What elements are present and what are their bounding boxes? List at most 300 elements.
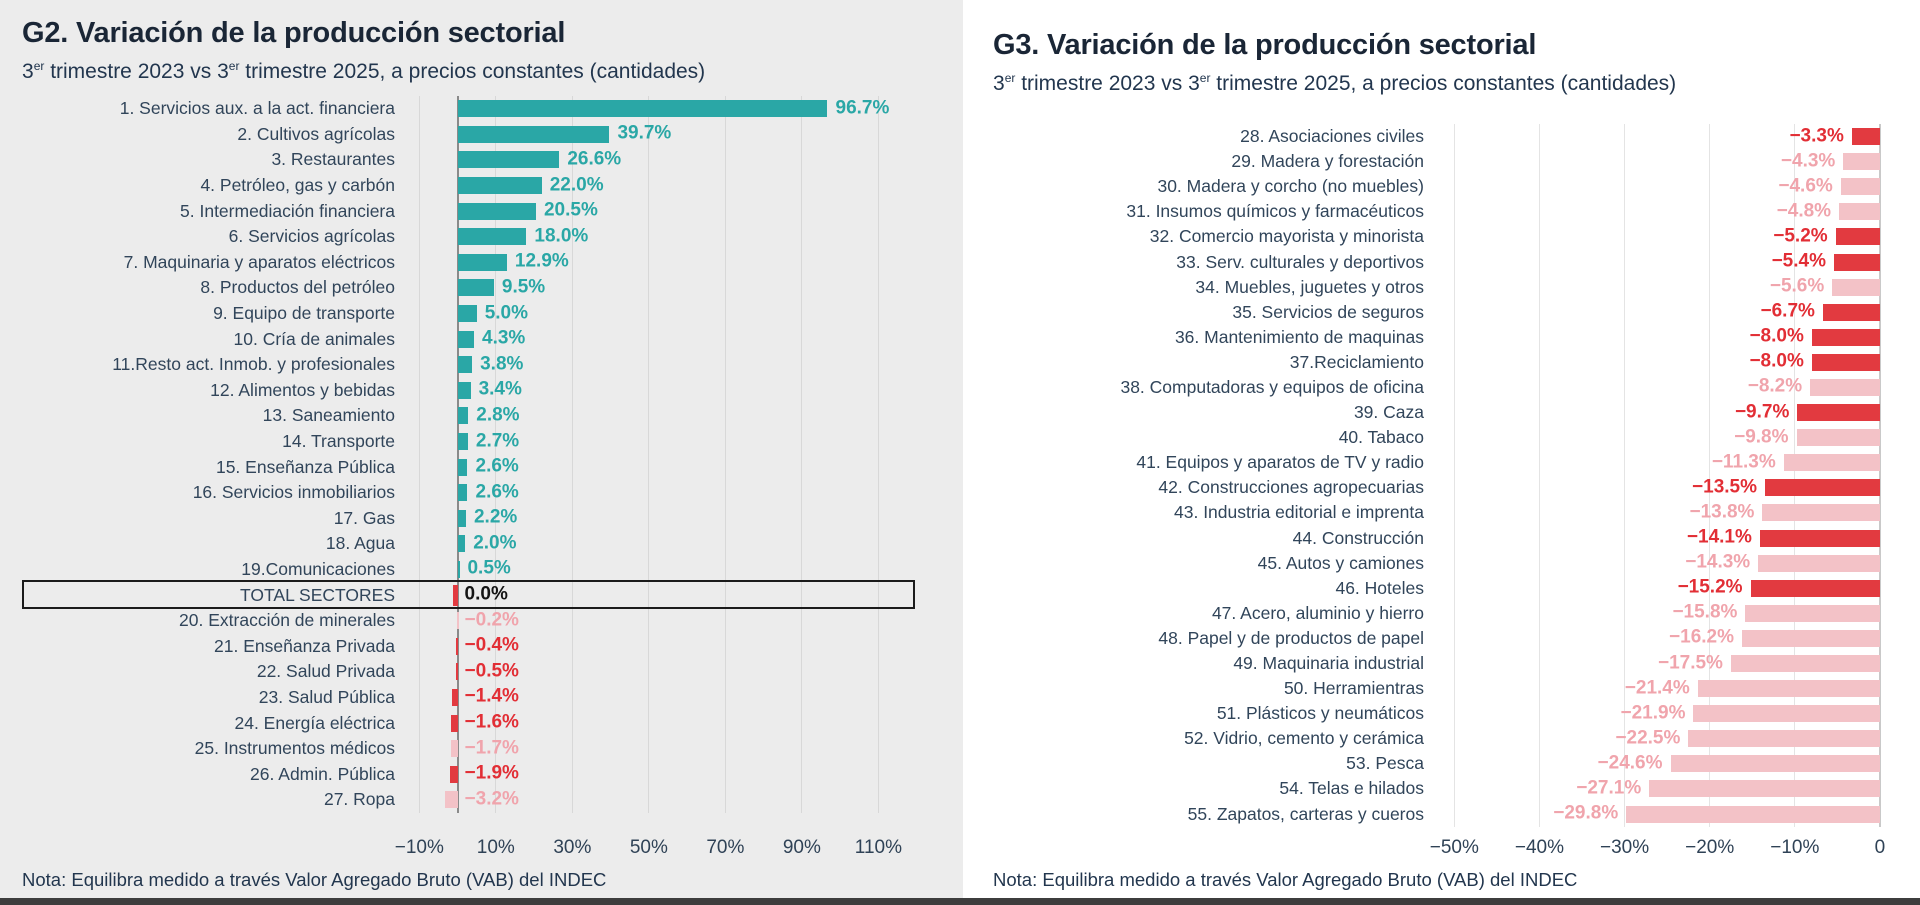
value-label: −14.3% <box>1685 551 1751 573</box>
bar-row <box>993 802 1920 827</box>
bar <box>1671 755 1880 772</box>
bar <box>1843 153 1880 170</box>
bar-row <box>993 526 1920 551</box>
bar <box>458 407 469 424</box>
category-label: 9. Equipo de transporte <box>213 303 395 324</box>
category-label: TOTAL SECTORES <box>240 584 395 605</box>
bar-plot <box>1433 676 1891 701</box>
bar-row <box>22 173 963 199</box>
bar <box>458 305 477 322</box>
bar-plot <box>1433 651 1891 676</box>
value-label: −8.2% <box>1747 375 1803 397</box>
bar-plot <box>404 250 909 276</box>
bar-row <box>993 676 1920 701</box>
value-label: −27.1% <box>1576 777 1642 799</box>
bar-plot <box>1433 300 1891 325</box>
bar-row <box>22 122 963 148</box>
bar-plot <box>1433 249 1891 274</box>
bar <box>458 331 474 348</box>
bar-plot <box>404 173 909 199</box>
bar-plot <box>1433 400 1891 425</box>
category-label: 13. Saneamiento <box>262 405 395 426</box>
category-label: 34. Muebles, juguetes y otros <box>1195 276 1424 297</box>
bar-row <box>993 576 1920 601</box>
bar <box>452 689 457 706</box>
category-label: 6. Servicios agrícolas <box>228 226 395 247</box>
axis-tick-label: −10% <box>394 836 444 858</box>
bar <box>458 561 460 578</box>
value-label: 2.8% <box>476 404 520 426</box>
value-label: −3.2% <box>464 788 519 810</box>
subtitle-segment: trimestre 2023 vs 3 <box>44 60 229 83</box>
axis-tick-label: 90% <box>782 836 821 858</box>
bar <box>1698 680 1880 697</box>
category-label: 38. Computadoras y equipos de oficina <box>1120 376 1424 397</box>
bar-row <box>22 147 963 173</box>
value-label: 18.0% <box>534 225 589 247</box>
bar <box>1834 254 1880 271</box>
value-label: −21.4% <box>1624 676 1690 698</box>
chart-g3 <box>993 124 1920 861</box>
subtitle-segment: er <box>33 59 45 73</box>
bar-row <box>22 659 963 685</box>
bar-rows <box>22 96 963 813</box>
value-label: −9.7% <box>1734 400 1790 422</box>
value-label: 2.6% <box>475 455 519 477</box>
bar-plot <box>404 224 909 250</box>
value-label: −29.8% <box>1553 802 1619 824</box>
bar <box>1823 304 1880 321</box>
category-label: 18. Agua <box>325 533 395 554</box>
value-label: 96.7% <box>835 97 890 119</box>
value-label: 5.0% <box>484 301 528 323</box>
category-label: 39. Caza <box>1353 402 1424 423</box>
bar <box>1836 228 1880 245</box>
bar-row <box>993 275 1920 300</box>
bar <box>1765 479 1880 496</box>
bar <box>1745 605 1880 622</box>
subtitle-segment: trimestre 2025, a precios constantes (cantidades) <box>239 60 706 83</box>
bar-row <box>993 601 1920 626</box>
value-label: 2.0% <box>473 532 517 554</box>
bar-row <box>993 500 1920 525</box>
bar <box>1693 705 1879 722</box>
value-label: 26.6% <box>567 148 622 170</box>
bar <box>458 484 468 501</box>
value-label: −22.5% <box>1615 727 1681 749</box>
bar <box>1742 630 1880 647</box>
value-label: −15.8% <box>1672 601 1738 623</box>
category-label: 24. Energía eléctrica <box>234 712 395 733</box>
bar-plot <box>1433 375 1891 400</box>
bar <box>1797 404 1880 421</box>
bar-row <box>22 275 963 301</box>
bar <box>1762 504 1879 521</box>
bar-row <box>22 761 963 787</box>
category-label: 30. Madera y corcho (no muebles) <box>1157 176 1424 197</box>
bar-plot <box>404 685 909 711</box>
bar-plot <box>1433 701 1891 726</box>
bar <box>458 126 610 143</box>
subtitle-segment: 3 <box>993 72 1005 95</box>
axis-tick-label: 10% <box>476 836 515 858</box>
bar-row <box>993 124 1920 149</box>
bar <box>458 382 471 399</box>
bar-rows <box>993 124 1920 827</box>
subtitle-segment: er <box>228 59 240 73</box>
category-label: 33. Serv. culturales y deportivos <box>1176 251 1424 272</box>
bar-plot <box>1433 224 1891 249</box>
category-label: 10. Cría de animales <box>233 328 395 349</box>
category-label: 47. Acero, aluminio y hierro <box>1211 602 1424 623</box>
bar-row <box>993 249 1920 274</box>
chart-g3-note: Nota: Equilibra medido a través Valor Agregado Bruto (VAB) del INDEC <box>993 868 1578 890</box>
bar-plot <box>1433 350 1891 375</box>
bar <box>445 791 457 808</box>
bar <box>1784 454 1880 471</box>
bar <box>1649 780 1880 797</box>
bar-plot <box>404 608 909 634</box>
category-label: 26. Admin. Pública <box>250 763 395 784</box>
category-label: 48. Papel y de productos de papel <box>1158 627 1424 648</box>
bar-plot <box>404 326 909 352</box>
axis-tick-label: −10% <box>1770 836 1820 858</box>
category-label: 7. Maquinaria y aparatos eléctricos <box>123 251 395 272</box>
category-label: 27. Ropa <box>323 789 395 810</box>
bar-plot <box>404 506 909 532</box>
bar-row <box>993 325 1920 350</box>
bar-plot <box>1433 475 1891 500</box>
bar-row <box>22 582 963 608</box>
value-label: 2.2% <box>473 506 518 528</box>
bar-plot <box>1433 551 1891 576</box>
bar-row <box>22 224 963 250</box>
bar-row <box>22 506 963 532</box>
bar-plot <box>1433 124 1891 149</box>
category-label: 35. Servicios de seguros <box>1232 301 1424 322</box>
bar-row <box>22 352 963 378</box>
chart-g2-panel <box>0 0 963 898</box>
bar <box>458 433 468 450</box>
bar <box>1760 530 1880 547</box>
bar-plot <box>404 122 909 148</box>
category-label: 15. Enseñanza Pública <box>215 456 395 477</box>
category-label: 49. Maquinaria industrial <box>1233 653 1424 674</box>
bar-row <box>993 149 1920 174</box>
bar-plot <box>404 761 909 787</box>
bar-plot <box>1433 601 1891 626</box>
bar <box>458 100 828 117</box>
bar-row <box>22 685 963 711</box>
bar-plot <box>1433 425 1891 450</box>
category-label: 36. Mantenimiento de maquinas <box>1174 326 1424 347</box>
bar-row <box>22 557 963 583</box>
bar-row <box>993 726 1920 751</box>
bar-row <box>22 454 963 480</box>
value-label: −15.2% <box>1677 576 1743 598</box>
category-label: 51. Plásticos y neumáticos <box>1216 703 1424 724</box>
value-label: −9.8% <box>1734 426 1789 448</box>
category-label: 1. Servicios aux. a la act. financiera <box>119 98 395 119</box>
value-label: −0.5% <box>464 660 519 682</box>
category-label: 14. Transporte <box>282 431 395 452</box>
bar-row <box>993 475 1920 500</box>
category-label: 40. Tabaco <box>1338 427 1424 448</box>
bar <box>1812 354 1880 371</box>
bar <box>458 203 536 220</box>
bar-plot <box>404 301 909 327</box>
bar-plot <box>404 480 909 506</box>
bar <box>458 459 468 476</box>
value-label: −4.6% <box>1778 175 1833 197</box>
bar-plot <box>404 736 909 762</box>
category-label: 44. Construcción <box>1292 527 1424 548</box>
bar <box>458 356 473 373</box>
value-label: 2.7% <box>475 429 520 451</box>
chart-g2 <box>22 96 963 861</box>
bar-plot <box>404 403 909 429</box>
bar-row <box>993 651 1920 676</box>
x-axis <box>993 837 1920 861</box>
value-label: −24.6% <box>1597 752 1663 774</box>
bar-plot <box>1433 751 1891 776</box>
bar <box>450 766 457 783</box>
category-label: 4. Petróleo, gas y carbón <box>200 175 395 196</box>
bar-plot <box>404 633 909 659</box>
bar-row <box>993 551 1920 576</box>
value-label: 12.9% <box>514 250 569 272</box>
value-label: −1.6% <box>464 711 519 733</box>
axis-tick-label: −50% <box>1429 836 1479 858</box>
bar <box>1731 655 1880 672</box>
bar-plot <box>404 531 909 557</box>
bar-row <box>22 480 963 506</box>
bar-row <box>22 198 963 224</box>
bar-row <box>22 378 963 404</box>
category-label: 37.Reciclamiento <box>1289 351 1424 372</box>
value-label: 0.5% <box>467 557 511 579</box>
value-label: 22.0% <box>549 173 604 195</box>
bar-row <box>993 375 1920 400</box>
category-label: 43. Industria editorial e imprenta <box>1174 502 1424 523</box>
value-label: −11.3% <box>1711 451 1776 473</box>
bar-plot <box>1433 450 1891 475</box>
category-label: 11.Resto act. Inmob. y profesionales <box>112 354 395 375</box>
value-label: −17.5% <box>1657 651 1723 673</box>
bar-plot <box>404 275 909 301</box>
bar-plot <box>1433 576 1891 601</box>
bar-plot <box>1433 325 1891 350</box>
value-label: −5.2% <box>1773 225 1828 247</box>
category-label: 5. Intermediación financiera <box>180 200 395 221</box>
total-zero-tick <box>453 585 458 606</box>
bar <box>1797 429 1880 446</box>
bar-plot <box>1433 275 1891 300</box>
bar <box>458 254 507 271</box>
bar-row <box>993 350 1920 375</box>
bar-plot <box>404 352 909 378</box>
value-label: −13.5% <box>1692 476 1758 498</box>
bar <box>451 715 457 732</box>
bar-plot <box>1433 174 1891 199</box>
category-label: 41. Equipos y aparatos de TV y radio <box>1136 452 1424 473</box>
bar-row <box>22 608 963 634</box>
bar-plot <box>404 710 909 736</box>
value-label: 3.4% <box>478 378 522 400</box>
value-label: 2.6% <box>475 481 519 503</box>
category-label: 20. Extracción de minerales <box>179 610 395 631</box>
value-label: −1.9% <box>464 762 519 784</box>
category-label: 50. Herramientras <box>1283 678 1424 699</box>
axis-tick-label: −40% <box>1514 836 1564 858</box>
value-label: −3.3% <box>1789 124 1844 146</box>
subtitle-segment: trimestre 2025, a precios constantes (cantidades) <box>1210 72 1677 95</box>
bar <box>458 228 527 245</box>
value-label: −14.1% <box>1686 526 1752 548</box>
chart-g3-subtitle <box>993 66 1920 96</box>
bar-plot <box>1433 149 1891 174</box>
value-label: −8.0% <box>1749 350 1804 372</box>
subtitle-segment: er <box>1004 71 1016 85</box>
bar-row <box>993 174 1920 199</box>
bar-row <box>993 626 1920 651</box>
bar-row <box>993 425 1920 450</box>
category-label: 42. Construcciones agropecuarias <box>1158 477 1424 498</box>
bar-row <box>22 326 963 352</box>
bar <box>458 510 466 527</box>
axis-tick-label: −30% <box>1599 836 1650 858</box>
bar-plot <box>404 659 909 685</box>
bar-plot <box>404 147 909 173</box>
value-label: −21.9% <box>1620 702 1686 724</box>
chart-g3-panel <box>963 0 1920 898</box>
bar <box>1626 806 1880 823</box>
category-label: 46. Hoteles <box>1335 577 1424 598</box>
bottom-divider <box>0 898 1920 905</box>
bar <box>1852 128 1880 145</box>
bar-row <box>993 701 1920 726</box>
subtitle-segment: er <box>1199 71 1211 85</box>
bar-plot <box>1433 199 1891 224</box>
bar <box>458 151 560 168</box>
bar-row <box>993 751 1920 776</box>
bar-plot <box>404 557 909 583</box>
category-label: 8. Productos del petróleo <box>200 277 395 298</box>
bar-row <box>993 776 1920 801</box>
category-label: 3. Restaurantes <box>271 149 395 170</box>
axis-tick-label: −20% <box>1685 836 1735 858</box>
bar-plot <box>404 454 909 480</box>
value-label: −4.8% <box>1776 200 1832 222</box>
bar-plot <box>404 378 909 404</box>
bar <box>1758 555 1880 572</box>
bar-plot <box>404 96 909 122</box>
bar-row <box>22 96 963 122</box>
bar <box>1812 329 1880 346</box>
bar <box>457 612 459 629</box>
subtitle-segment: 3 <box>22 60 34 83</box>
bar-row <box>22 710 963 736</box>
bar-row <box>22 633 963 659</box>
axis-tick-label: 0 <box>1874 836 1886 858</box>
bar-plot <box>404 198 909 224</box>
category-label: 32. Comercio mayorista y minorista <box>1149 226 1424 247</box>
value-label: −5.6% <box>1769 275 1825 297</box>
bar-plot <box>1433 726 1891 751</box>
bar-plot <box>404 429 909 455</box>
bar <box>1688 730 1880 747</box>
bar-plot <box>1433 776 1891 801</box>
value-label: −6.7% <box>1760 300 1815 322</box>
category-label: 21. Enseñanza Privada <box>214 635 395 656</box>
bar-plot <box>1433 500 1891 525</box>
category-label: 19.Comunicaciones <box>241 558 395 579</box>
category-label: 28. Asociaciones civiles <box>1240 126 1424 147</box>
value-label: −0.4% <box>464 634 519 656</box>
axis-tick-label: 110% <box>854 836 902 858</box>
value-label: 0.0% <box>464 583 508 605</box>
value-label: −5.4% <box>1771 250 1826 272</box>
bar-row <box>993 400 1920 425</box>
value-label: 4.3% <box>482 327 526 349</box>
category-label: 31. Insumos químicos y farmacéuticos <box>1126 201 1424 222</box>
value-label: −8.0% <box>1749 325 1804 347</box>
chart-g2-note: Nota: Equilibra medido a través Valor Agregado Bruto (VAB) del INDEC <box>22 868 607 890</box>
axis-tick-label: 70% <box>706 836 745 858</box>
category-label: 25. Instrumentos médicos <box>194 738 395 759</box>
bar <box>1841 178 1880 195</box>
bar-plot <box>1433 626 1891 651</box>
bar-row <box>22 531 963 557</box>
bar <box>1832 279 1880 296</box>
bar <box>451 740 458 757</box>
category-label: 45. Autos y camiones <box>1257 552 1424 573</box>
bar-row <box>22 736 963 762</box>
bar-row <box>993 450 1920 475</box>
bar-row <box>22 250 963 276</box>
category-label: 53. Pesca <box>1346 753 1424 774</box>
bar <box>456 638 458 655</box>
chart-g2-subtitle <box>22 54 963 84</box>
category-label: 54. Telas e hilados <box>1279 778 1424 799</box>
bar-row <box>22 301 963 327</box>
bar <box>1839 203 1880 220</box>
value-label: 3.8% <box>480 353 524 375</box>
bar-plot <box>404 582 909 608</box>
chart-g3-title: G3. Variación de la producción sectorial <box>993 29 1537 61</box>
value-label: 39.7% <box>617 122 672 144</box>
value-label: 9.5% <box>501 276 546 298</box>
bar <box>458 177 542 194</box>
x-axis <box>22 837 963 861</box>
bar <box>458 279 494 296</box>
value-label: −16.2% <box>1669 626 1735 648</box>
category-label: 12. Alimentos y bebidas <box>210 379 395 400</box>
category-label: 23. Salud Pública <box>258 686 395 707</box>
value-label: −1.4% <box>464 685 519 707</box>
bar-row <box>22 429 963 455</box>
value-label: −4.3% <box>1780 149 1836 171</box>
subtitle-segment: trimestre 2023 vs 3 <box>1015 72 1200 95</box>
bar-row <box>22 403 963 429</box>
axis-tick-label: 30% <box>553 836 592 858</box>
value-label: −0.2% <box>464 609 519 631</box>
category-label: 29. Madera y forestación <box>1231 151 1424 172</box>
bar-row <box>993 199 1920 224</box>
bar-plot <box>1433 526 1891 551</box>
axis-tick-label: 50% <box>629 836 668 858</box>
bar <box>456 663 458 680</box>
